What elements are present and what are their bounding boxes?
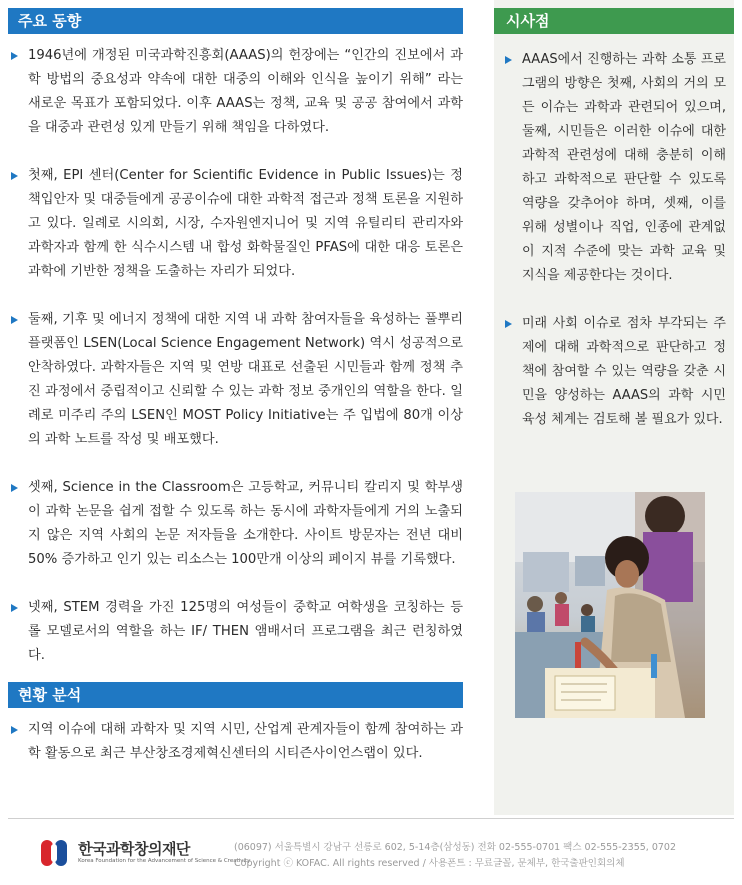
implications-list bbox=[502, 48, 726, 456]
org-english-name: Korea Foundation for the Advancement of Science & Creativity bbox=[78, 858, 251, 864]
photo-illustration bbox=[515, 492, 705, 718]
section-title-analysis: 현황 분석 bbox=[8, 682, 463, 708]
list-item: AAAS에서 진행하는 과학 소통 프로그램의 방향은 첫째, 사회의 거의 모든 이슈는 과학과 관련되어 있으며, 둘째, 시민들은 이러한 이슈에 대한 과학적 관련성에 대해 충분히 이해하고 과학적으로 판단할 수 있도록 역량을 갖추어야 하며, 셋째, 이를 위해 성별이나 직업, 인종에 관계없이 지적 수준에 맞는 과학 교육 및 지식을 제공한다는 것이다. bbox=[502, 48, 726, 288]
triangle-bullet-icon bbox=[11, 172, 18, 180]
org-name: 한국과학창의재단 bbox=[78, 840, 190, 858]
list-item: 첫째, EPI 센터(Center for Scientific Evidence in Public Issues)는 정책입안자 및 대중들에게 공공이슈에 대한 과학적 접근과 정책 토론을 지원하고 있다. 일례로 시의회, 시장, 수자원엔지니어 및 지역 유틸리티 관리자와 과학자과 함께 한 식수시스템 내 합성 화학물질인 PFAS에 대한 대응 토론은 과학에 기반한 정책을 도출하는 자리가 되었다. bbox=[8, 164, 463, 284]
triangle-bullet-icon bbox=[11, 52, 18, 60]
list-item: 둘째, 기후 및 에너지 정책에 대한 지역 내 과학 참여자들을 육성하는 풀뿌리 플랫폼인 LSEN(Local Science Engagement Network) 역시 성공적으로 안착하였다. 과학자들은 지역 및 연방 대표로 선출된 시민들과 함께 정책 추진 과정에서 중립적이고 신뢰할 수 있는 과학 정보 중개인의 역할을 한다. 일례로 미주리 주의 LSEN인 MOST Policy Initiative는 주 입법에 80개 이상의 과학 노트를 작성 및 배포했다. bbox=[8, 308, 463, 452]
kofac-logo bbox=[38, 834, 251, 874]
triangle-bullet-icon bbox=[11, 604, 18, 612]
kofac-logo-icon bbox=[38, 836, 72, 870]
trend-list bbox=[8, 44, 463, 668]
triangle-bullet-icon bbox=[11, 484, 18, 492]
main-column bbox=[8, 8, 463, 790]
footer-divider bbox=[8, 818, 734, 819]
analysis-item: 지역 이슈에 대해 과학자 및 지역 시민, 산업계 관계자들이 함께 참여하는 과학 활동으로 최근 부산창조경제혁신센터의 시티즌사이언스랩이 있다. bbox=[8, 718, 463, 766]
triangle-bullet-icon bbox=[505, 56, 512, 64]
triangle-bullet-icon bbox=[505, 320, 512, 328]
footer-copyright: Copyright ⓒ KOFAC. All rights reserved / 사용폰트 : 무료글꼴, 문체부, 한국출판인회의체 bbox=[234, 858, 625, 869]
implications-panel bbox=[494, 0, 734, 815]
section-title-trends: 주요 동향 bbox=[8, 8, 463, 34]
section-title-implications: 시사점 bbox=[494, 8, 734, 34]
list-item: 넷째, STEM 경력을 가진 125명의 여성들이 중학교 여학생을 코칭하는 등 롤 모델로서의 역할을 하는 IF/ THEN 앰배서더 프로그램을 최근 런칭하였다. bbox=[8, 596, 463, 668]
list-item: 1946년에 개정된 미국과학진흥회(AAAS)의 헌장에는 “인간의 진보에서 과학 방법의 중요성과 약속에 대한 대중의 이해와 인식을 높이기 위해” 라는 새로운 목표가 포함되었다. 이후 AAAS는 정책, 교육 및 공공 참여에서 과학을 대중과 관련성 있게 만들기 위해 책임을 다하였다. bbox=[8, 44, 463, 140]
triangle-bullet-icon bbox=[11, 726, 18, 734]
photo-students-writing bbox=[515, 492, 705, 718]
footer-address: (06097) 서울특별시 강남구 선릉로 602, 5-14층(삼성동) 전화 02-555-0701 팩스 02-555-2355, 0702 bbox=[234, 842, 677, 853]
list-item: 셋째, Science in the Classroom은 고등학교, 커뮤니티 칼리지 및 학부생이 과학 논문을 쉽게 접할 수 있도록 하는 동시에 과학자들에게 거의 노출되지 않은 지역 사회의 논문 저자들을 소개한다. 사이트 방문자는 전년 대비 50% 증가하고 인기 있는 리소스는 100만개 이상의 페이지 뷰를 기록했다. bbox=[8, 476, 463, 572]
triangle-bullet-icon bbox=[11, 316, 18, 324]
footer-info bbox=[234, 840, 734, 872]
list-item: 미래 사회 이슈로 점차 부각되는 주제에 대해 과학적으로 판단하고 정책에 참여할 수 있는 역량을 갖춘 시민을 양성하는 AAAS의 과학 시민 육성 체계는 검토해 볼 필요가 있다. bbox=[502, 312, 726, 432]
